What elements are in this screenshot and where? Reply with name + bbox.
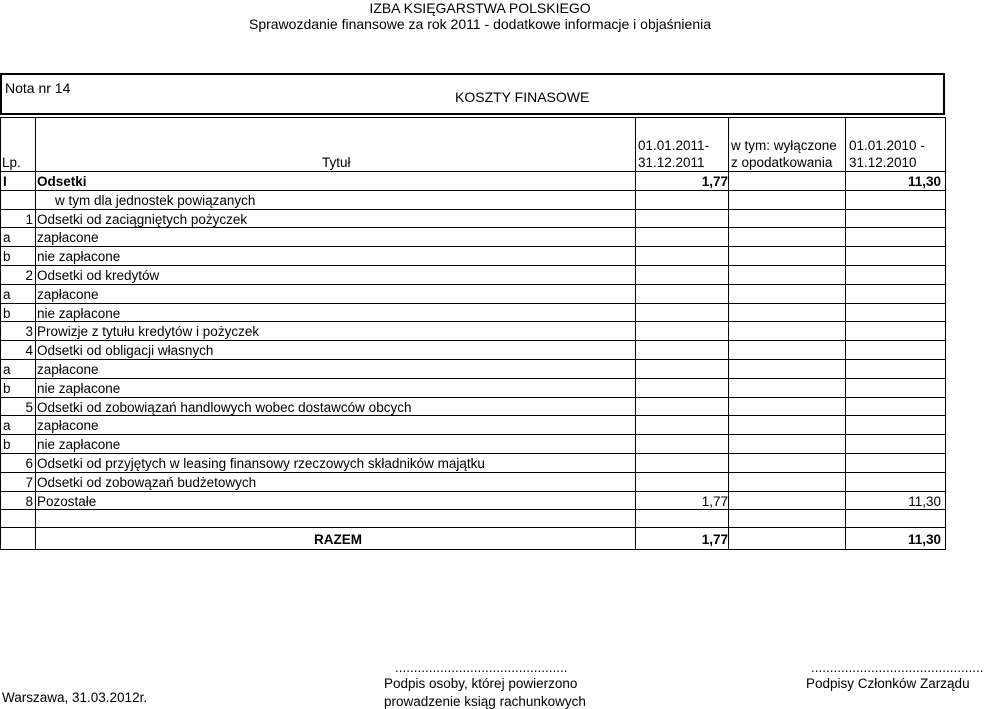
grid-line bbox=[0, 117, 946, 118]
grid-line bbox=[0, 453, 946, 454]
row-lp: a bbox=[3, 230, 11, 246]
col-lp-header: Lp. bbox=[2, 155, 21, 170]
row-title: zapłacone bbox=[37, 362, 99, 377]
report-title: Sprawozdanie finansowe za rok 2011 - dodatkowe informacje i objaśnienia bbox=[248, 16, 711, 32]
grid-line bbox=[0, 527, 946, 528]
row-lp: b bbox=[3, 305, 11, 321]
grid-line bbox=[0, 265, 946, 266]
row-title: Odsetki od zaciągniętych pożyczek bbox=[37, 211, 248, 227]
row-lp: 2 bbox=[25, 268, 33, 283]
row-current-value: 1,77 bbox=[701, 174, 728, 189]
signature-label-accountant-2: prowadzenie ksiąg rachunkowych bbox=[384, 694, 586, 709]
grid-line bbox=[0, 190, 946, 191]
note-label: Nota nr 14 bbox=[5, 80, 71, 96]
row-title: Pozostałe bbox=[37, 493, 97, 509]
grid-line bbox=[845, 117, 846, 549]
row-lp: I bbox=[3, 174, 7, 189]
row-lp: 8 bbox=[25, 493, 33, 509]
grid-line bbox=[0, 359, 946, 360]
grid-line bbox=[0, 415, 946, 416]
grid-line bbox=[0, 117, 1, 549]
row-lp: a bbox=[3, 418, 11, 434]
row-title: Odsetki od zobowiązań handlowych wobec dostawców obcych bbox=[37, 399, 412, 415]
org-name: IZBA KSIĘGARSTWA POLSKIEGO bbox=[369, 0, 591, 16]
grid-line bbox=[728, 117, 729, 549]
grid-line bbox=[945, 117, 946, 549]
grid-line bbox=[35, 117, 36, 549]
row-lp: 6 bbox=[25, 456, 33, 471]
total-prev: 11,30 bbox=[907, 532, 941, 547]
grid-line bbox=[0, 284, 946, 285]
note-title: KOSZTY FINASOWE bbox=[455, 89, 590, 105]
row-title: nie zapłacone bbox=[37, 305, 121, 321]
signature-dots-board: .............................................. bbox=[811, 660, 984, 675]
row-lp: a bbox=[3, 286, 11, 302]
grid-line bbox=[0, 434, 946, 435]
col-excluded-header-1: w tym: wyłączone bbox=[731, 138, 837, 153]
row-title: Odsetki od zobowązań budżetowych bbox=[37, 474, 257, 490]
row-prev-value: 11,30 bbox=[907, 174, 941, 189]
col-title-header: Tytuł bbox=[322, 155, 351, 170]
total-current: 1,77 bbox=[701, 532, 728, 547]
row-lp: 7 bbox=[25, 474, 33, 490]
col-current-header-1: 01.01.2011- bbox=[638, 138, 710, 153]
row-lp: a bbox=[3, 362, 11, 377]
row-title: Odsetki od przyjętych w leasing finansowy rzeczowych składników majątku bbox=[37, 456, 485, 471]
row-title: nie zapłacone bbox=[37, 249, 121, 265]
row-lp: 4 bbox=[25, 343, 33, 359]
place-date: Warszawa, 31.03.2012r. bbox=[2, 690, 148, 705]
grid-line bbox=[0, 209, 946, 210]
grid-line bbox=[0, 509, 946, 510]
row-title: w tym dla jednostek powiązanych bbox=[55, 192, 256, 208]
row-lp: b bbox=[3, 249, 11, 265]
row-lp: b bbox=[3, 380, 11, 396]
grid-line bbox=[0, 472, 946, 473]
grid-line bbox=[0, 397, 946, 398]
grid-line bbox=[0, 340, 946, 341]
row-prev-value: 11,30 bbox=[908, 493, 941, 509]
col-current-header-2: 31.12.2011 bbox=[638, 155, 705, 170]
grid-line bbox=[0, 303, 946, 304]
grid-line bbox=[0, 549, 946, 550]
col-excluded-header-2: z opodatkowania bbox=[731, 155, 833, 170]
grid-line bbox=[0, 321, 946, 322]
row-lp: 5 bbox=[25, 399, 33, 415]
row-title: zapłacone bbox=[37, 286, 99, 302]
row-lp: b bbox=[3, 437, 11, 453]
row-lp: 3 bbox=[25, 324, 33, 340]
grid-line bbox=[0, 491, 946, 492]
row-title: nie zapłacone bbox=[37, 380, 121, 396]
row-title: Odsetki bbox=[37, 174, 87, 189]
row-title: Odsetki od kredytów bbox=[37, 268, 160, 283]
row-lp: 1 bbox=[25, 211, 33, 227]
row-title: zapłacone bbox=[37, 418, 99, 434]
col-prev-header-2: 31.12.2010 bbox=[849, 155, 917, 170]
col-prev-header-1: 01.01.2010 - bbox=[849, 138, 925, 153]
row-title: Prowizje z tytułu kredytów i pożyczek bbox=[37, 324, 260, 340]
grid-line bbox=[0, 227, 946, 228]
row-current-value: 1,77 bbox=[701, 493, 728, 509]
grid-line bbox=[0, 171, 946, 172]
signature-label-board: Podpisy Członków Zarządu bbox=[806, 676, 970, 691]
grid-line bbox=[635, 117, 636, 549]
signature-label-accountant-1: Podpis osoby, której powierzono bbox=[384, 676, 578, 691]
row-title: nie zapłacone bbox=[37, 437, 121, 453]
row-title: Odsetki od obligacji własnych bbox=[37, 343, 214, 359]
grid-line bbox=[0, 246, 946, 247]
grid-line bbox=[0, 378, 946, 379]
total-label: RAZEM bbox=[314, 532, 362, 547]
signature-dots-accountant: .............................................. bbox=[395, 660, 568, 675]
row-title: zapłacone bbox=[37, 230, 99, 246]
